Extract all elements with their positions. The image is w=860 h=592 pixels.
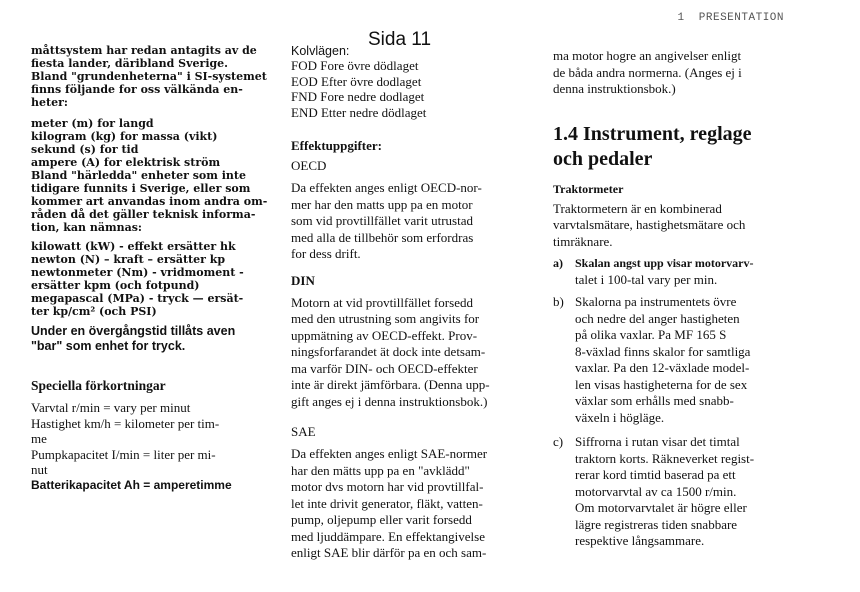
harledda-paragraph (31, 169, 268, 234)
text-line: vaxlar. Pa den 12-växlade model- (575, 360, 750, 375)
text-line: "bar" som enhet for tryck. (31, 339, 186, 353)
list-item: FOD Fore övre dödlaget (291, 58, 419, 73)
text-line: och pedaler (553, 147, 653, 170)
subsection-heading: Traktormeter (553, 181, 624, 196)
sae-paragraph (291, 446, 528, 562)
oecd-paragraph (291, 180, 528, 263)
text-line: inte är direkt jämförbara. (Denna upp- (291, 377, 490, 392)
text-line: och nedre del anger hastigheten (575, 310, 740, 326)
section-heading (553, 122, 791, 172)
text-line: Om motorvarvtalet är högre eller (575, 500, 747, 515)
text-line: Motorn at vid provtillfället forsedd (291, 294, 473, 310)
sae-label: SAE (291, 424, 316, 439)
text-line: denna instruktionsbok.) (553, 81, 676, 96)
text-line: ningsforfarandet ät dock inte detsam- (291, 344, 486, 359)
power-heading: Effektuppgifter: (291, 138, 382, 153)
text-line: gift anges ej i denna instruktionsbok.) (291, 393, 488, 409)
column-middle (291, 44, 528, 562)
text-line: Da effekten anges enligt OECD-nor- (291, 180, 482, 195)
column-right (553, 48, 791, 550)
text-line: Skalorna pa instrumentets övre (575, 294, 737, 309)
item-label: b) (553, 294, 564, 309)
text-line: fiesta lander, däribland Sverige. (31, 57, 229, 70)
list-item: Varvtal r/min = vary per minut (31, 400, 191, 415)
text-line: på olika vaxlar. Pa MF 165 S (575, 327, 727, 342)
din-paragraph (291, 295, 528, 411)
list-item: meter (m) for langd (31, 117, 154, 130)
text-line: som vid provtillfället varit utrustad (291, 213, 473, 228)
abbreviations-list (31, 400, 268, 478)
list-item: FND Fore nedre dodlaget (291, 89, 425, 104)
list-item: Pumpkapacitet I/min = liter per mi- (31, 446, 216, 462)
text-line: med den utrustning som angivits for (291, 311, 480, 326)
piston-positions-heading: Kolvlägen: (291, 44, 350, 58)
text-line: enligt SAE blir därför pa en och sam- (291, 545, 487, 560)
text-line: växeln i högläge. (575, 409, 665, 425)
text-line: traktorn korts. Räkneverket regist- (575, 450, 755, 466)
text-line: Skalan angst upp visar motorvarv- (575, 256, 754, 270)
text-line: Under en övergångstid tillåts aven (31, 324, 236, 338)
text-line: med alla de tillbehör som erfordras (291, 229, 474, 245)
page-title: Sida 11 (368, 29, 432, 50)
text-line: respektive långsammare. (575, 533, 705, 548)
text-line: rerar kord timtid baserad pa ett (575, 467, 736, 482)
oecd-label: OECD (291, 158, 327, 173)
list-item: END Etter nedre dödlaget (291, 104, 427, 120)
battery-line: Batterikapacitet Ah = amperetimme (31, 477, 232, 492)
text-line: varvtalsmätare, hastighetsmätare och (553, 217, 746, 232)
text-line: let inte drivit generator, fläkt, vatten- (291, 495, 483, 511)
column-left (31, 44, 268, 493)
text-line: motor dvs motorn har vid provtillfal- (291, 479, 484, 494)
running-header (677, 12, 784, 24)
text-line: 8-växlad finns skalor for samtliga (575, 343, 751, 359)
text-line: Bland "grundenheterna" i SI-systemet (31, 70, 267, 83)
text-line: råden då det gäller teknisk informa- (31, 208, 256, 221)
list-item: kilowatt (kW) - effekt ersätter hk (31, 240, 236, 253)
text-line: heter: (31, 96, 68, 109)
text-line: finns följande for oss välkända en- (31, 83, 243, 96)
list-item: EOD Efter övre dodlaget (291, 73, 422, 89)
list-item: Hastighet km/h = kilometer per tim- (31, 415, 220, 431)
list-item: nut (31, 462, 48, 477)
list-item: sekund (s) for tid (31, 143, 139, 156)
text-line: Siffrorna i rutan visar det timtal (575, 434, 740, 449)
text-line: tion, kan nämnas: (31, 221, 142, 234)
traktormeter-paragraph (553, 201, 791, 251)
text-line: lägre registreras tiden snabbare (575, 516, 738, 532)
si-intro-paragraph (31, 44, 268, 109)
base-units-list (31, 117, 268, 169)
text-line: uppmätning av OECD-effekt. Prov- (291, 327, 478, 343)
list-item-c (553, 434, 791, 550)
header-section: PRESENTATION (698, 12, 784, 24)
header-page-number: 1 (677, 12, 685, 24)
text-line: pump, oljepump eller varit forsedd (291, 512, 472, 527)
list-item-b (553, 294, 791, 426)
text-line: ma motor hogre an angivelser enligt (553, 48, 742, 63)
list-item: newton (N) – kraft – ersätter kp (31, 253, 226, 266)
text-line: Traktormetern är en kombinerad (553, 200, 722, 216)
item-label: c) (553, 434, 564, 449)
list-item: ter kp/cm² (och PSI) (31, 305, 157, 318)
text-line: kommer art anvandas inom andra om- (31, 195, 268, 208)
text-line: len visas hastigheterna for de sex (575, 376, 748, 392)
text-line: timräknare. (553, 233, 613, 249)
text-line: med ljuddämpare. En effektangivelse (291, 528, 485, 544)
list-item: ersätter kpm (och fotpund) (31, 279, 200, 292)
text-line: 1.4 Instrument, reglage (553, 122, 752, 145)
list-item: kilogram (kg) for massa (vikt) (31, 130, 218, 143)
list-item: ampere (A) for elektrisk ström (31, 156, 221, 169)
text-line: mer har den matts upp pa en motor (291, 196, 473, 212)
text-line: Da effekten anges enligt SAE-normer (291, 446, 488, 461)
text-line: Bland "härledda" enheter som inte (31, 169, 246, 182)
text-line: måttsystem har redan antagits av de (31, 44, 257, 57)
list-item-a (553, 256, 791, 288)
item-label: a) (553, 256, 563, 270)
list-item: newtonmeter (Nm) - vridmoment - (31, 266, 244, 279)
list-item: me (31, 431, 47, 446)
text-line: for dess drift. (291, 246, 361, 261)
abbreviations-heading: Speciella förkortningar (31, 378, 166, 393)
list-item: megapascal (MPa) - tryck — ersät- (31, 292, 244, 305)
text-line: de båda andra normerna. (Anges ej i (553, 64, 742, 80)
text-line: växlar som erhålls med snabb- (575, 393, 734, 408)
din-heading: DIN (291, 272, 315, 288)
text-line: har den mätts upp pa en "avklädd" (291, 462, 470, 478)
text-line: motorvarvtal av ca 1500 r/min. (575, 483, 737, 499)
text-line: talet i 100-tal vary per min. (575, 271, 718, 287)
piston-positions-list (291, 58, 528, 120)
text-line: tidigare funnits i Sverige, eller som (31, 182, 251, 195)
bar-note (31, 324, 268, 354)
derived-units-list (31, 240, 268, 318)
sae-continuation-paragraph (553, 48, 791, 98)
text-line: ma varför DIN- och OECD-effekter (291, 360, 478, 376)
